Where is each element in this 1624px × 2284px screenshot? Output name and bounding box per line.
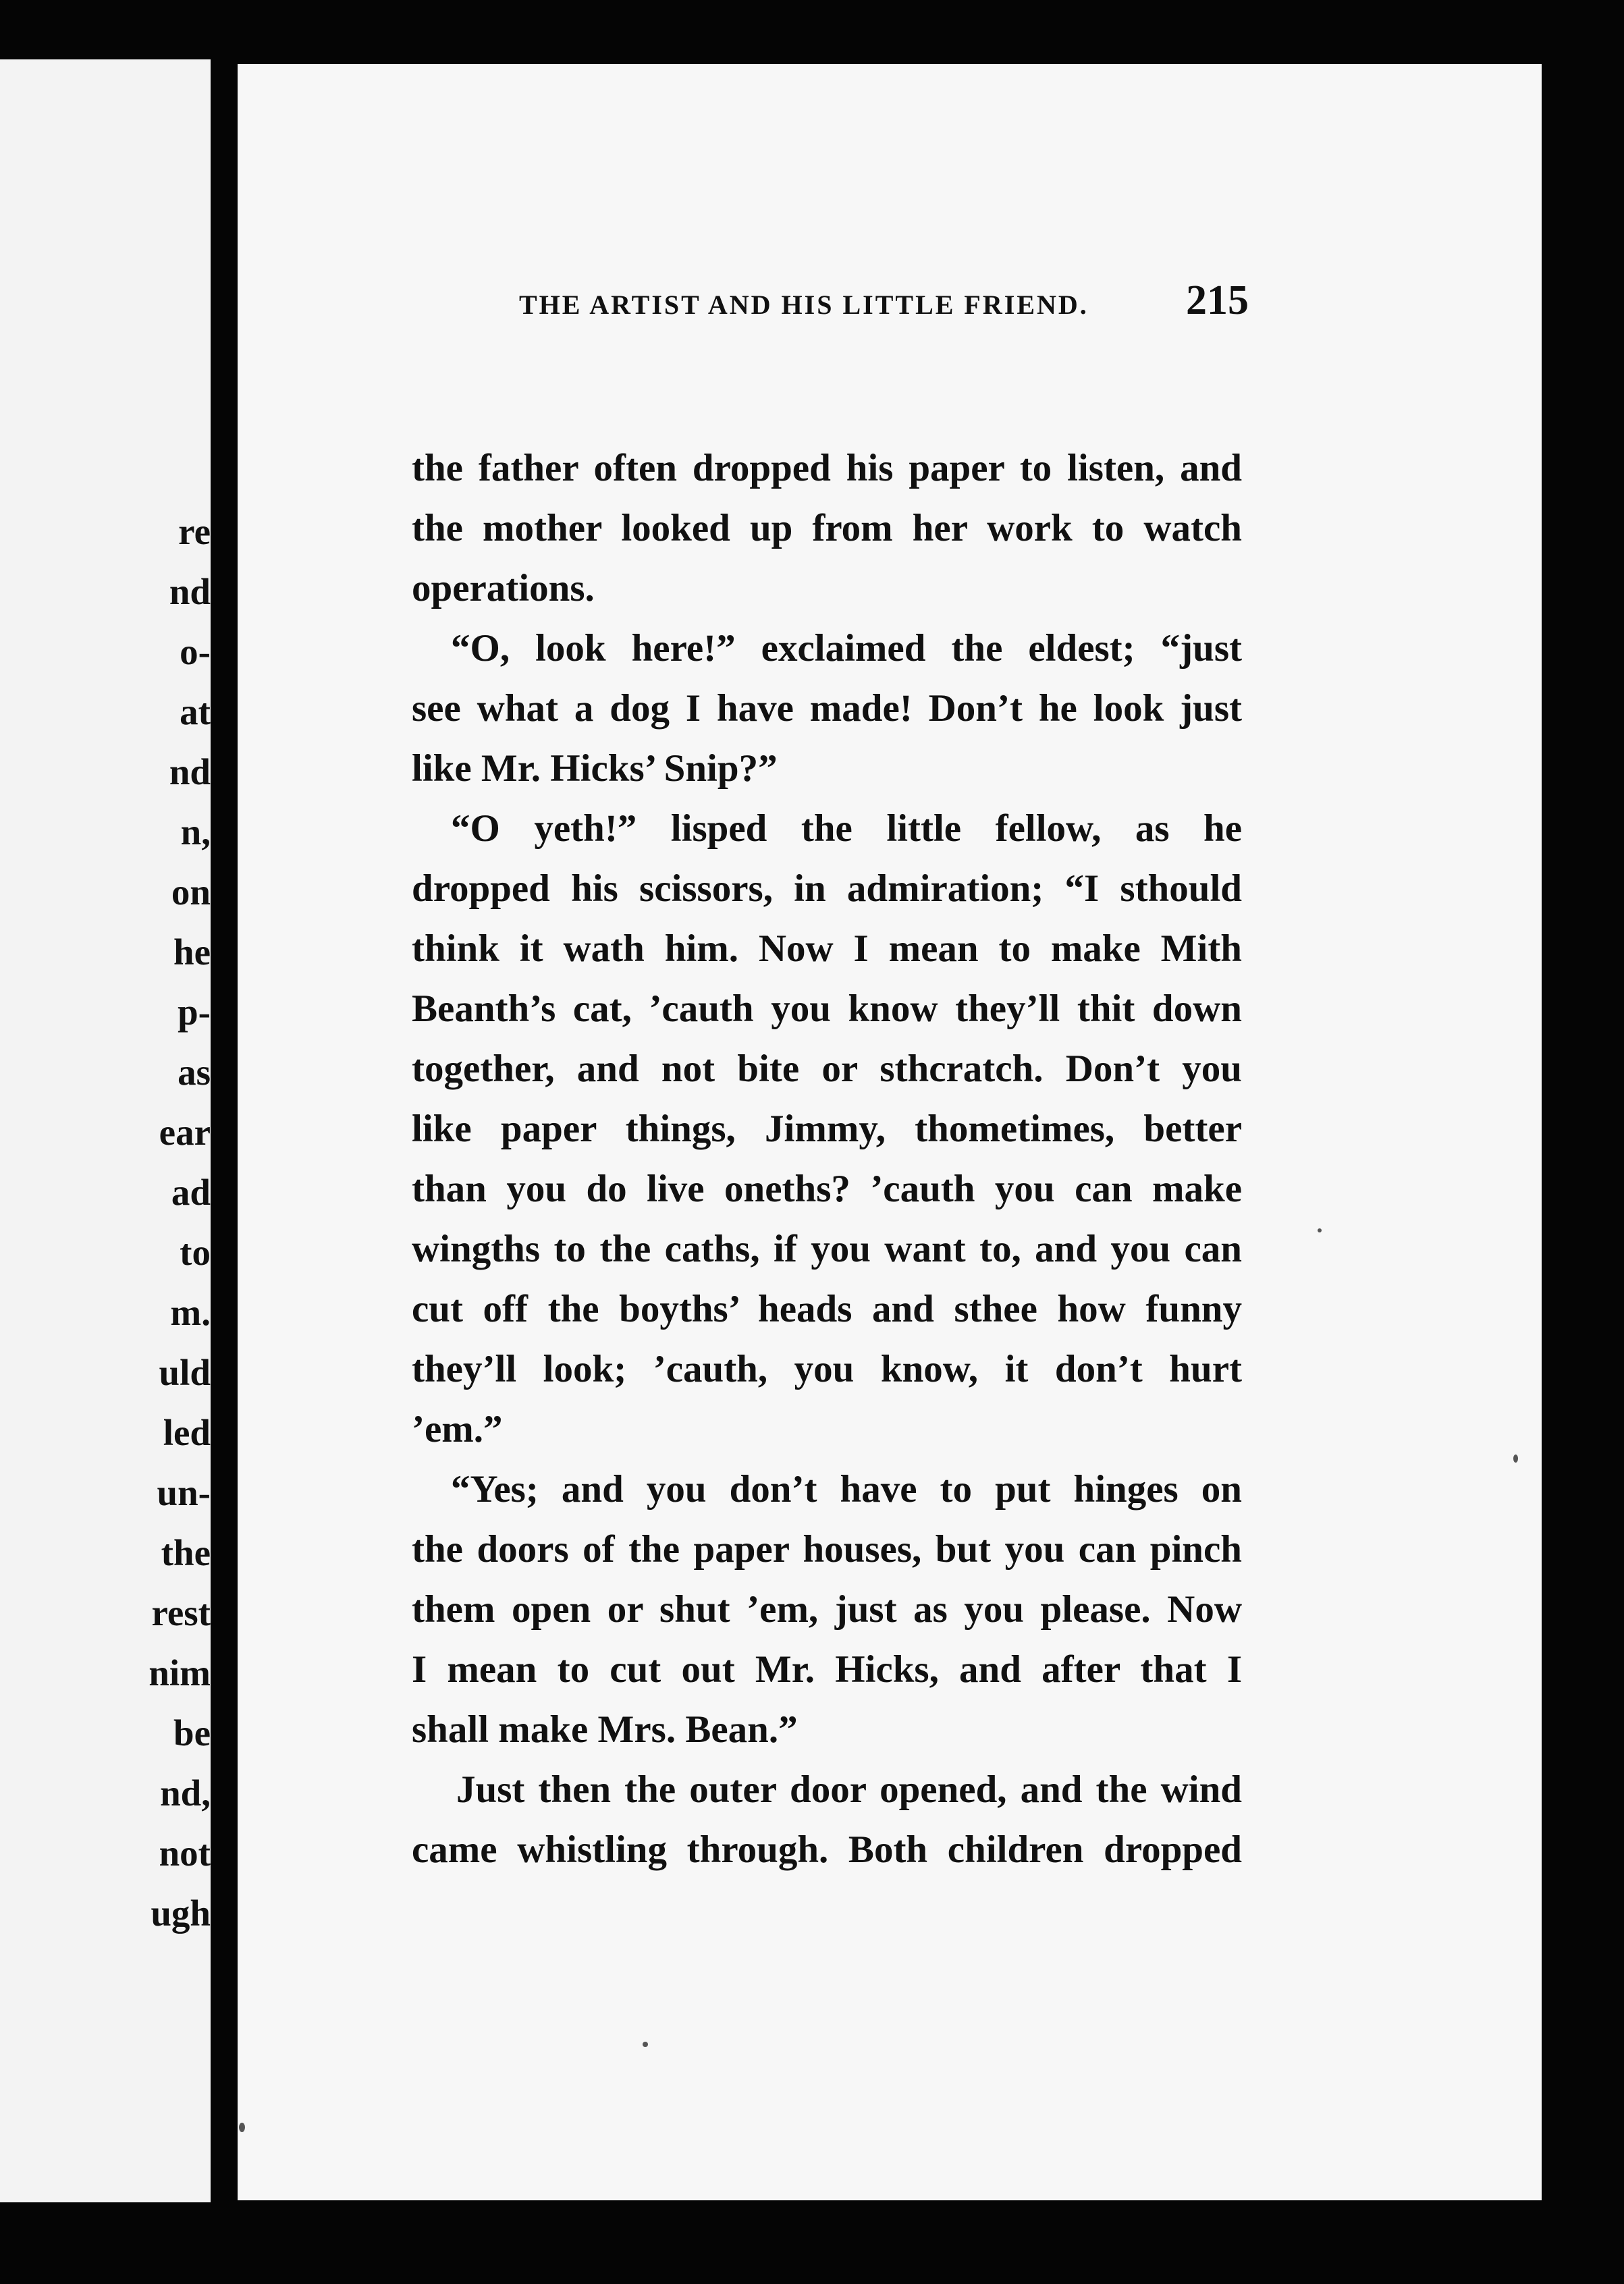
facing-page-fragment: not xyxy=(159,1832,211,1874)
facing-page-fragment: ugh xyxy=(151,1893,211,1934)
text-line: cut off the boyths’ heads and sthee how funny xyxy=(412,1288,1242,1330)
facing-page-fragment: led xyxy=(163,1412,211,1453)
text-line: them open or shut ’em, just as you please. Now xyxy=(412,1588,1242,1631)
text-line: “O yeth!” lisped the little fellow, as he xyxy=(451,807,1242,850)
text-line: Beanth’s cat, ’cauth you know they’ll thit down xyxy=(412,987,1242,1030)
facing-page-fragment: n, xyxy=(180,811,211,852)
facing-page-fragment: at xyxy=(180,691,211,732)
paper-speck xyxy=(239,2123,245,2132)
text-line: Just then the outer door opened, and the wind xyxy=(456,1768,1242,1811)
text-line: the doors of the paper houses, but you can pinch xyxy=(412,1528,1242,1571)
facing-page-fragment: rest xyxy=(151,1592,211,1633)
facing-page-fragment: the xyxy=(161,1532,211,1573)
text-line: I mean to cut out Mr. Hicks, and after that I xyxy=(412,1648,1242,1691)
facing-page-fragment: re xyxy=(178,511,211,552)
facing-page-fragment: p- xyxy=(178,991,211,1033)
text-line: ’em.” xyxy=(412,1408,503,1450)
facing-page-edge xyxy=(0,59,211,2202)
facing-page-fragment: nd xyxy=(169,751,211,792)
text-line: “Yes; and you don’t have to put hinges on xyxy=(451,1468,1242,1511)
paper-speck xyxy=(643,2042,648,2047)
facing-page-fragment: nim xyxy=(148,1652,211,1693)
facing-page-fragment: un- xyxy=(157,1472,211,1513)
text-line: the mother looked up from her work to watch xyxy=(412,507,1242,549)
paper-speck xyxy=(1318,1228,1322,1232)
facing-page-fragment: to xyxy=(180,1232,211,1273)
facing-page-fragment: he xyxy=(173,931,211,973)
text-line: wingths to the caths, if you want to, and you can xyxy=(412,1228,1242,1270)
text-line: than you do live oneths? ’cauth you can make xyxy=(412,1168,1242,1210)
text-line: like Mr. Hicks’ Snip?” xyxy=(412,747,778,790)
text-line: the father often dropped his paper to listen, and xyxy=(412,447,1242,489)
text-line: came whistling through. Both children dropped xyxy=(412,1828,1242,1871)
text-line: think it wath him. Now I mean to make Mith xyxy=(412,927,1242,970)
facing-page-fragment: nd, xyxy=(160,1772,211,1814)
text-line: they’ll look; ’cauth, you know, it don’t hurt xyxy=(412,1348,1242,1390)
facing-page-fragment: on xyxy=(171,871,211,913)
text-line: shall make Mrs. Bean.” xyxy=(412,1708,798,1751)
facing-page-fragment: ear xyxy=(159,1112,211,1153)
text-line: “O, look here!” exclaimed the eldest; “just xyxy=(451,627,1242,670)
facing-page-fragment: as xyxy=(178,1052,211,1093)
paper-speck xyxy=(1513,1454,1518,1463)
facing-page-fragment: m. xyxy=(170,1292,211,1333)
facing-page-fragment: be xyxy=(173,1712,211,1753)
facing-page-fragment: o- xyxy=(180,631,211,672)
facing-page-fragment: nd xyxy=(169,571,211,612)
facing-page-fragment: uld xyxy=(159,1352,211,1393)
facing-page-fragment: ad xyxy=(171,1172,211,1213)
page-number: 215 xyxy=(1186,277,1249,323)
text-line: dropped his scissors, in admiration; “I sthould xyxy=(412,867,1242,910)
running-title: THE ARTIST AND HIS LITTLE FRIEND. xyxy=(519,290,1089,320)
text-line: like paper things, Jimmy, thometimes, better xyxy=(412,1108,1242,1150)
text-line: see what a dog I have made! Don’t he look just xyxy=(412,687,1242,730)
text-line: operations. xyxy=(412,567,595,609)
text-line: together, and not bite or sthcratch. Don’t you xyxy=(412,1048,1242,1090)
running-head xyxy=(279,277,1249,331)
